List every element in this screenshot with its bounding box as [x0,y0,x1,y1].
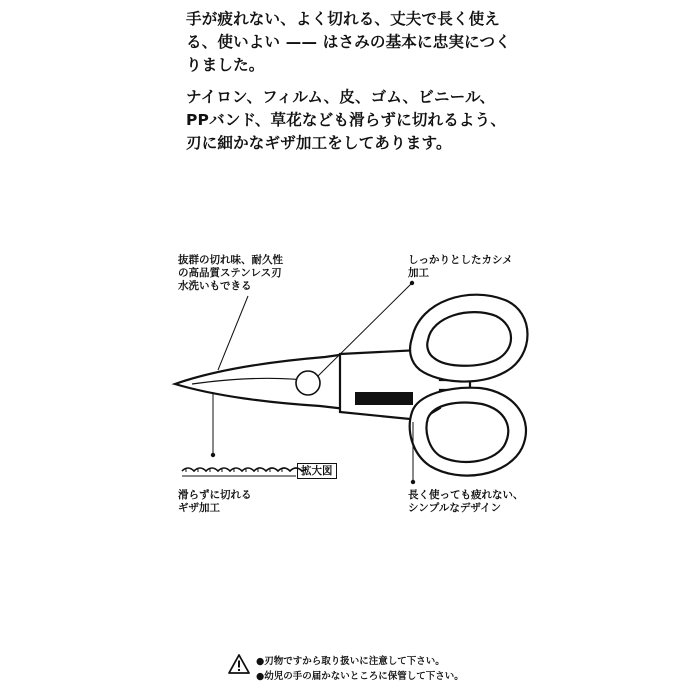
caution-lines [256,654,464,684]
caution-line-1: ●刃物ですから取り扱いに注意して下さい。 [256,656,445,667]
handle-grip-pad [355,392,413,405]
top-handle-ring [410,295,527,382]
callout-blade-line-1: 抜群の切れ味、耐久性 [178,254,283,266]
callout-serration-line-2: ギザ加工 [178,502,220,514]
caution-notice [228,654,464,684]
intro-paragraph-1: 手が疲れない、よく切れる、丈夫で長く使える、使いよい —— はさみの基本に忠実につくりました。 [186,10,511,74]
bottom-handle-ring [410,388,526,476]
callout-rivet [408,254,513,280]
serration-wave [182,468,307,471]
intro-paragraph-2: ナイロン、フィルム、皮、ゴム、ビニール、PPバンド、草花なども滑らずに切れるよう、刃に細かなギザ加工をしてあります。 [186,88,507,152]
rivet-circle [296,371,320,395]
callout-rivet-line-2: 加工 [408,267,429,279]
caution-line-2: ●幼児の手の届かないところに保管して下さい。 [256,671,464,682]
callout-design [408,489,524,515]
leader-dot-rivet [410,281,414,285]
callout-serration [178,489,252,515]
zoom-label: 拡大図 [297,463,337,479]
leader-dot-serration [211,453,215,457]
leader-line-blade [218,296,248,370]
callout-blade-line-3: 水洗いもできる [178,280,252,292]
warning-triangle-icon [228,654,250,674]
callout-design-line-2: シンプルなデザイン [408,502,502,514]
handle-body [340,350,470,420]
leader-dot-design [411,480,415,484]
callout-design-line-1: 長く使っても疲れない、 [408,489,524,501]
callout-rivet-line-1: しっかりとしたカシメ [408,254,513,266]
callout-blade-line-2: の高品質ステンレス刃 [178,267,282,279]
callout-blade [178,254,283,293]
callout-serration-line-1: 滑らずに切れる [178,489,252,501]
